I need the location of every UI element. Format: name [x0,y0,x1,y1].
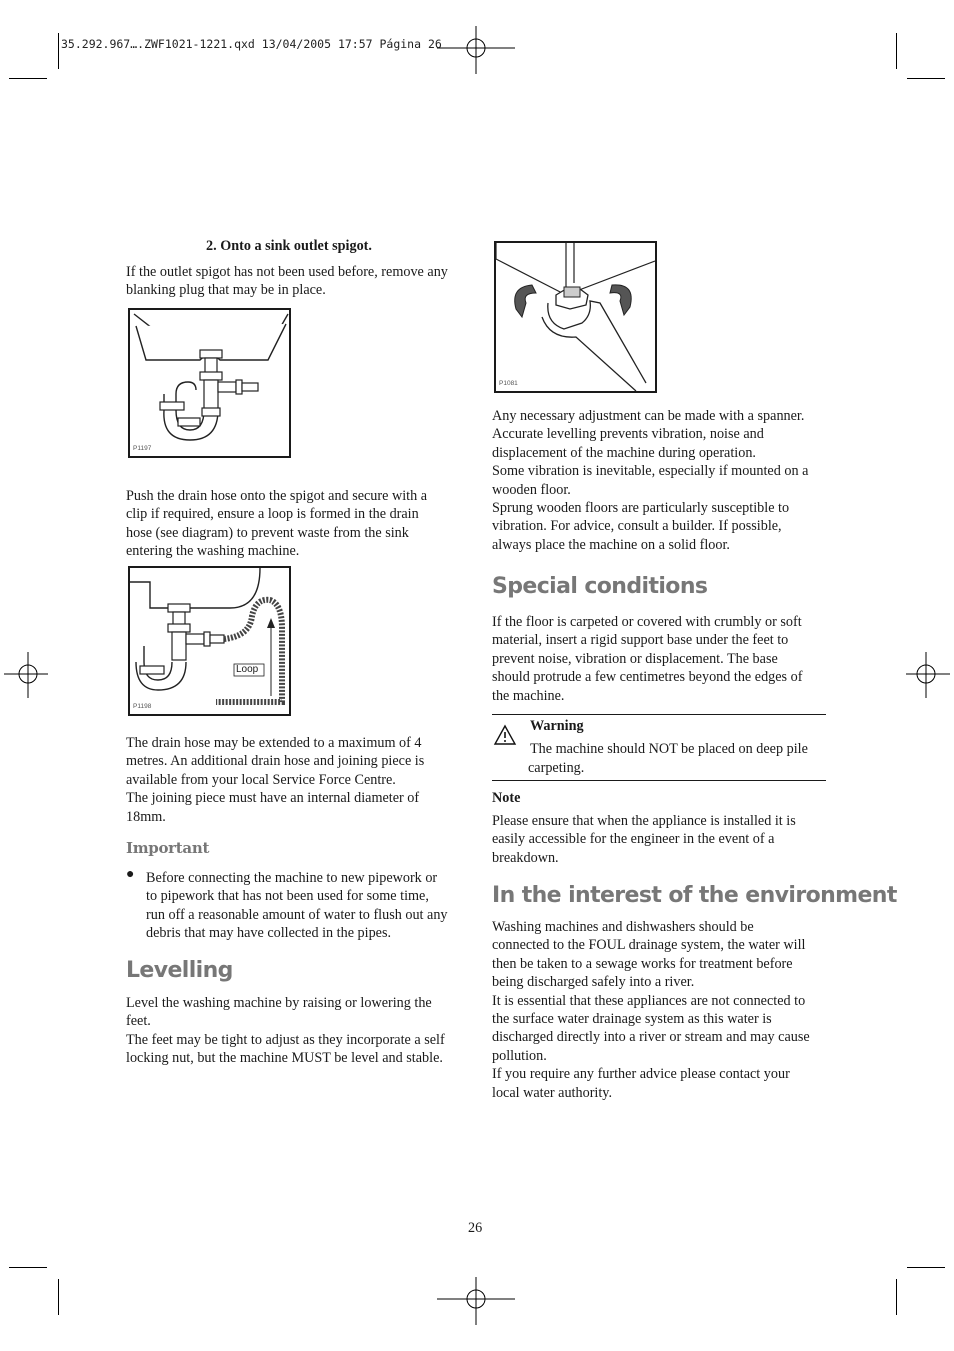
extension-paragraph: The drain hose may be extended to a maximum of 4 metres. An additional drain hose and joining piece is available from your local Service Force Centre. The joining piece must have an internal diameter of 18mm. [126,735,425,825]
important-bullet: ● Before connecting the machine to new pipework or to pipework that has not been used for some time, run off a reasonable amount of water to flush out any debris that may have collected in the pipes. [126,867,448,942]
warning-line-2: carpeting. [528,760,585,776]
file-header: 35.292.967….ZWF1021-1221.qxd 13/04/2005 17:57 Página 26 [61,37,442,51]
hose-loop-figure [128,566,291,716]
environment-paragraph: Washing machines and dishwashers should be connected to the FOUL drainage system, the water will then be taken to a sewage works for treatment before being discharged safely into a river. It is essential that these appliances are not connected to the surface water drainage system as this water is discharged directly into a river or stream and may cause pollution. If you require any further advice please contact your local water authority. [492,919,810,1101]
registration-mark-left [4,650,50,700]
registration-mark-bottom [437,1277,517,1327]
note-title: Note [492,790,521,806]
figure-code: P1197 [133,445,152,452]
hose-loop-illustration [130,568,289,714]
registration-mark-right [904,650,950,700]
spigot-paragraph: If the outlet spigot has not been used before, remove any blanking plug that may be in place. [126,264,448,299]
levelling-heading: Levelling [126,958,233,983]
sink-trap-illustration [130,310,289,456]
levelling-paragraph: Level the washing machine by raising or lowering the feet. The feet may be tight to adjust as they incorporate a self locking nut, but the machine MUST be level and stable. [126,995,445,1067]
figure-code: P1198 [133,703,152,710]
spanner-illustration [496,243,655,391]
page-number: 26 [468,1220,483,1236]
note-paragraph: Please ensure that when the appliance is installed it is easily accessible for the engineer in the event of a breakdown. [492,813,796,866]
bullet-icon: ● [126,867,135,882]
environment-heading: In the interest of the environment [492,883,897,908]
loop-label: Loop [236,664,259,675]
special-conditions-paragraph: If the floor is carpeted or covered with crumbly or soft material, insert a rigid support base under the feet to prevent noise, vibration or displacement. The base should protrude a few centimetres beyond the edges of the machine. [492,614,803,704]
spanner-figure [494,241,657,393]
drain-hose-paragraph: Push the drain hose onto the spigot and secure with a clip if required, ensure a loop is formed in the drain hose (see diagram) to prevent waste from the sink entering the washing machine. [126,488,428,560]
warning-top-rule [492,714,826,715]
important-heading: Important [126,839,210,857]
sink-spigot-figure [128,308,291,458]
warning-bottom-rule [492,780,826,781]
adjustment-paragraph: Any necessary adjustment can be made with a spanner. Accurate levelling prevents vibration, noise and displacement of the machine during operation. Some vibration is inevitable, especially if mounted on a wooden floor. Sprung wooden floors are particularly susceptible to vibration. For advice, consult a builder. If possible, always place the machine on a solid floor. [492,408,809,553]
warning-line-1: The machine should NOT be placed on deep pile [530,741,808,757]
figure-code: P1081 [499,380,518,387]
registration-mark-top [437,26,517,76]
warning-triangle-icon [493,724,517,746]
special-conditions-heading: Special conditions [492,574,708,599]
sub-heading: 2. Onto a sink outlet spigot. [206,238,372,254]
warning-title: Warning [530,718,584,734]
